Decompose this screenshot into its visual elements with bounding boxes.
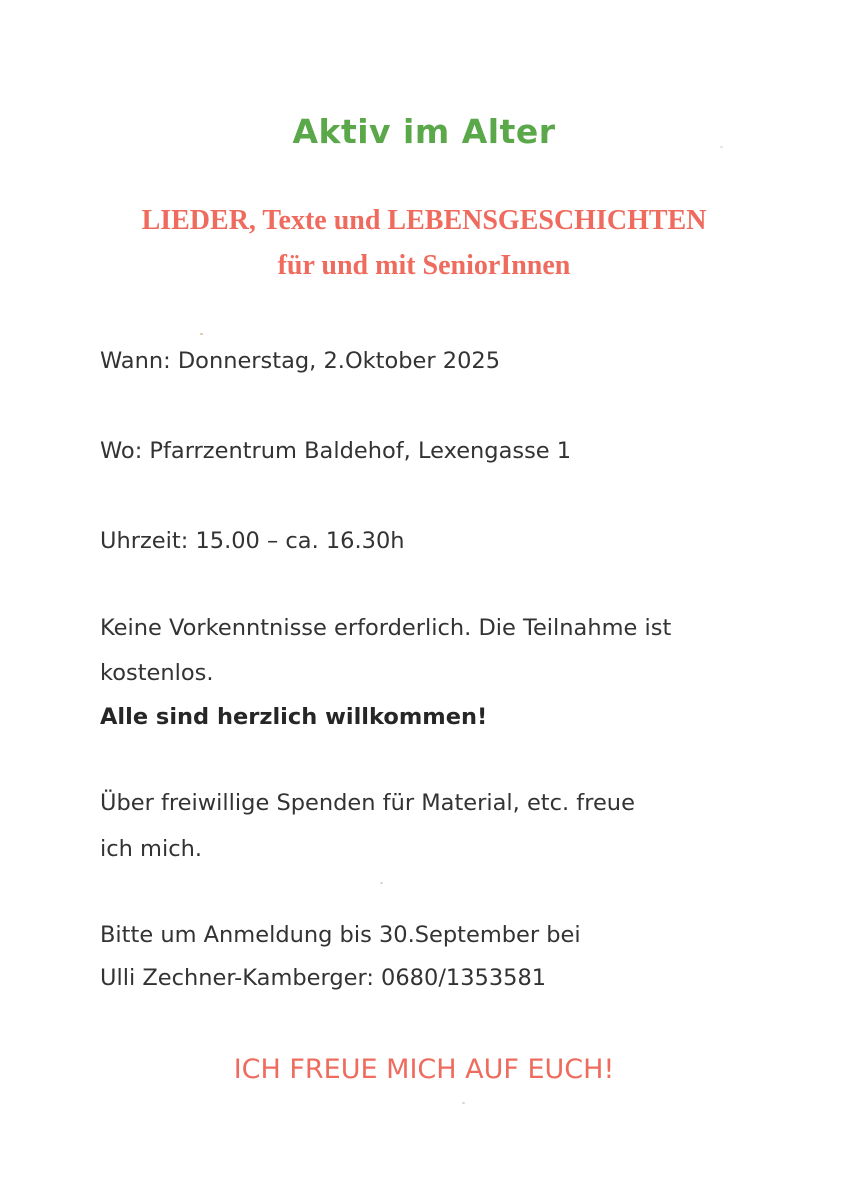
scan-speck <box>200 333 203 335</box>
event-time: Uhrzeit: 15.00 – ca. 16.30h <box>100 528 405 554</box>
info-line-1: Keine Vorkenntnisse erforderlich. Die Teilnahme ist <box>100 615 672 641</box>
flyer-title: Aktiv im Alter <box>292 112 556 151</box>
scan-speck <box>720 146 723 148</box>
registration-contact: Ulli Zechner-Kamberger: 0680/1353581 <box>100 965 547 991</box>
event-location: Wo: Pfarrzentrum Baldehof, Lexengasse 1 <box>100 438 572 464</box>
event-date: Wann: Donnerstag, 2.Oktober 2025 <box>100 348 501 374</box>
donation-line-2: ich mich. <box>100 836 202 862</box>
closing-message: ICH FREUE MICH AUF EUCH! <box>233 1054 615 1085</box>
donation-line-1: Über freiwillige Spenden für Material, etc. freue <box>100 790 635 816</box>
registration-line-1: Bitte um Anmeldung bis 30.September bei <box>100 922 581 948</box>
scan-speck <box>462 1102 465 1104</box>
info-line-2: kostenlos. <box>100 660 214 686</box>
subtitle-line-1: LIEDER, Texte und LEBENSGESCHICHTEN <box>141 205 707 236</box>
scan-speck <box>380 882 383 884</box>
welcome-text: Alle sind herzlich willkommen! <box>100 704 488 730</box>
subtitle-line-2: für und mit SeniorInnen <box>277 250 571 281</box>
